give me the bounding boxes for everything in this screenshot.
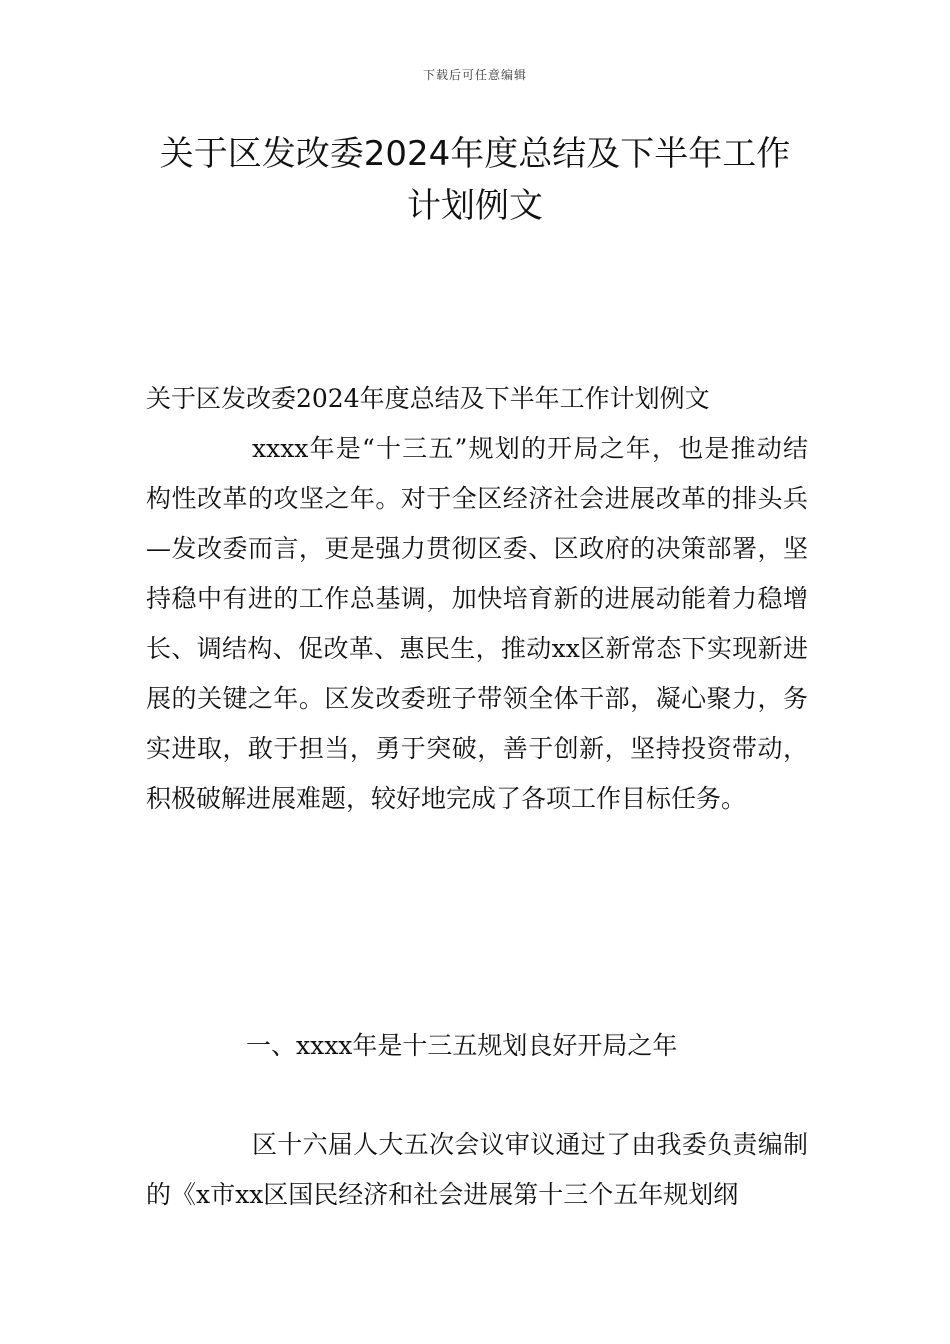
section-paragraph: 区十六届人大五次会议审议通过了由我委负责编制的《x市xx区国民经济和社会进展第十三个五年规划纲 xyxy=(146,1130,808,1209)
header-note: 下载后可任意编辑 xyxy=(422,68,527,82)
section-heading: 一、xxxx年是十三五规划良好开局之年 xyxy=(246,1031,678,1060)
repeat-title: 关于区发改委2024年度总结及下半年工作计划例文 xyxy=(146,384,710,413)
intro-paragraph: xxxx年是“十三五”规划的开局之年，也是推动结构性改革的攻坚之年。对于全区经济社会进展改革的排头兵—发改委而言，更是强力贯彻区委、区政府的决策部署，坚持稳中有进的工作总基调，加快培育新的进展动能着力稳增长、调结构、促改革、惠民生，推动xx区新常态下实现新进展的关键之年。区发改委班子带领全体干部，凝心聚力，务实进取，敢于担当，勇于突破，善于创新，坚持投资带动，积极破解进展难题，较好地完成了各项工作目标任务。 xyxy=(146,434,808,813)
document-title xyxy=(110,128,840,232)
document-title-line-1: 关于区发改委2024年度总结及下半年工作 xyxy=(159,134,791,174)
document-title-line-2: 计划例文 xyxy=(407,186,543,226)
